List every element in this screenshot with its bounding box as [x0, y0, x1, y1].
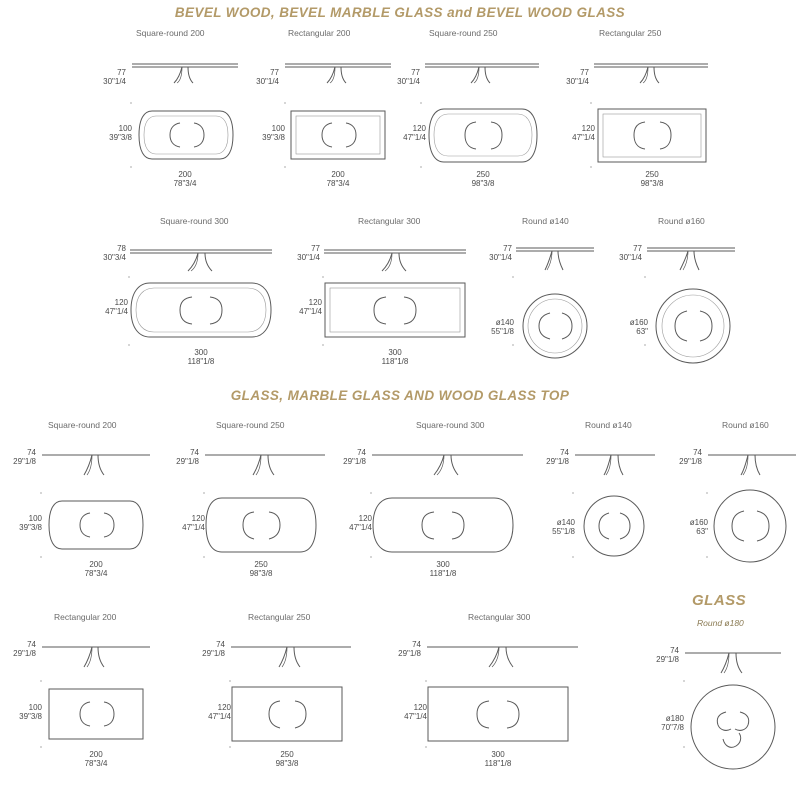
register-dot — [229, 680, 231, 682]
section-title-glass-top: GLASS, MARBLE GLASS AND WOOD GLASS TOP — [230, 388, 570, 403]
dim-width-bw-sr200: 200 78"3/4 — [173, 170, 197, 189]
dim-height-bw-sr250: 77 30"1/4 — [397, 68, 420, 87]
register-dot — [322, 344, 324, 346]
elevation-g-sr300 — [370, 434, 525, 476]
register-dot — [425, 746, 427, 748]
register-dot — [706, 556, 708, 558]
register-dot — [203, 492, 205, 494]
register-dot — [284, 166, 286, 168]
dim-height-bw-sr300: 78 30"3/4 — [103, 244, 126, 263]
dim-diameter-bw-rd160: ø160 63" — [629, 318, 648, 337]
register-dot — [40, 680, 42, 682]
dim-diameter-g-rd160: ø160 63" — [689, 518, 708, 537]
item-label-g-sr200: Square-round 200 — [48, 420, 117, 430]
register-dot — [420, 102, 422, 104]
plan-bw-r250 — [597, 108, 707, 163]
dim-height-gl-rd180: 74 29"1/8 — [656, 646, 679, 665]
dim-width-g-sr300: 300 118"1/8 — [429, 560, 457, 579]
register-dot — [370, 556, 372, 558]
plan-g-sr250 — [205, 497, 317, 553]
item-label-bw-r200: Rectangular 200 — [288, 28, 351, 38]
register-dot — [644, 344, 646, 346]
register-dot — [590, 166, 592, 168]
plan-g-r200 — [48, 688, 144, 740]
register-dot — [706, 492, 708, 494]
register-dot — [130, 166, 132, 168]
section-title-glass: GLASS — [692, 592, 747, 609]
dim-depth-bw-sr300: 120 47"1/4 — [105, 298, 128, 317]
plan-bw-r200 — [290, 110, 386, 160]
register-dot — [40, 746, 42, 748]
register-dot — [40, 492, 42, 494]
dim-depth-g-sr250: 120 47"1/4 — [182, 514, 205, 533]
elevation-g-rd160 — [706, 434, 798, 476]
dim-width-bw-sr300: 300 118"1/8 — [187, 348, 215, 367]
plan-g-r300 — [427, 686, 569, 742]
item-label-g-sr250: Square-round 250 — [216, 420, 285, 430]
dim-width-g-r300: 300 118"1/8 — [484, 750, 512, 769]
elevation-g-r250 — [229, 626, 353, 668]
dim-width-bw-r250: 250 98"3/8 — [640, 170, 664, 189]
register-dot — [683, 680, 685, 682]
elevation-g-sr250 — [203, 434, 327, 476]
register-dot — [644, 276, 646, 278]
dim-depth-g-r300: 120 47"1/4 — [404, 703, 427, 722]
plan-gl-rd180 — [690, 684, 776, 770]
elevation-bw-rd140 — [514, 232, 596, 272]
register-dot — [128, 344, 130, 346]
plan-bw-rd140 — [522, 293, 588, 359]
elevation-g-r200 — [40, 626, 152, 668]
elevation-bw-sr250 — [423, 42, 541, 84]
plan-bw-r300 — [324, 282, 466, 338]
register-dot — [683, 746, 685, 748]
register-dot — [590, 102, 592, 104]
dim-width-g-sr250: 250 98"3/8 — [249, 560, 273, 579]
register-dot — [322, 276, 324, 278]
elevation-bw-rd160 — [645, 232, 737, 272]
item-label-g-rd140: Round ø140 — [585, 420, 632, 430]
plan-bw-rd160 — [655, 288, 731, 364]
dim-depth-bw-r250: 120 47"1/4 — [572, 124, 595, 143]
elevation-g-sr200 — [40, 434, 152, 476]
register-dot — [40, 556, 42, 558]
dim-depth-bw-r300: 120 47"1/4 — [299, 298, 322, 317]
dim-diameter-gl-rd180: ø180 70"7/8 — [661, 714, 684, 733]
plan-bw-sr300 — [130, 282, 272, 338]
register-dot — [128, 276, 130, 278]
dim-height-g-r250: 74 29"1/8 — [202, 640, 225, 659]
register-dot — [284, 102, 286, 104]
item-label-g-sr300: Square-round 300 — [416, 420, 485, 430]
dim-width-g-r200: 200 78"3/4 — [84, 750, 108, 769]
dim-width-g-sr200: 200 78"3/4 — [84, 560, 108, 579]
item-label-g-rd160: Round ø160 — [722, 420, 769, 430]
dim-depth-g-sr300: 120 47"1/4 — [349, 514, 372, 533]
dim-depth-g-r250: 120 47"1/4 — [208, 703, 231, 722]
item-label-gl-rd180: Round ø180 — [697, 618, 744, 628]
dim-diameter-bw-rd140: ø140 55"1/8 — [491, 318, 514, 337]
dim-width-bw-r300: 300 118"1/8 — [381, 348, 409, 367]
item-label-g-r200: Rectangular 200 — [54, 612, 117, 622]
dim-diameter-g-rd140: ø140 55"1/8 — [552, 518, 575, 537]
plan-g-rd160 — [713, 489, 787, 563]
item-label-g-r250: Rectangular 250 — [248, 612, 311, 622]
register-dot — [512, 276, 514, 278]
register-dot — [572, 556, 574, 558]
dim-depth-g-r200: 100 39"3/8 — [19, 703, 42, 722]
elevation-gl-rd180 — [683, 632, 783, 674]
elevation-bw-sr300 — [128, 230, 274, 272]
dim-depth-bw-r200: 100 39"3/8 — [262, 124, 285, 143]
dim-height-bw-r300: 77 30"1/4 — [297, 244, 320, 263]
item-label-bw-sr300: Square-round 300 — [160, 216, 229, 226]
dim-height-bw-r250: 77 30"1/4 — [566, 68, 589, 87]
elevation-bw-r200 — [283, 42, 393, 84]
item-label-g-r300: Rectangular 300 — [468, 612, 531, 622]
dim-width-g-r250: 250 98"3/8 — [275, 750, 299, 769]
dim-height-g-r300: 74 29"1/8 — [398, 640, 421, 659]
plan-g-sr200 — [48, 500, 144, 550]
register-dot — [425, 680, 427, 682]
elevation-bw-r250 — [592, 42, 710, 84]
dim-height-g-rd140: 74 29"1/8 — [546, 448, 569, 467]
elevation-g-rd140 — [573, 434, 657, 476]
dim-width-bw-sr250: 250 98"3/8 — [471, 170, 495, 189]
register-dot — [572, 492, 574, 494]
item-label-bw-r300: Rectangular 300 — [358, 216, 421, 226]
register-dot — [229, 746, 231, 748]
dim-depth-bw-sr200: 100 39"3/8 — [109, 124, 132, 143]
register-dot — [203, 556, 205, 558]
dim-height-g-sr200: 74 29"1/8 — [13, 448, 36, 467]
item-label-bw-rd140: Round ø140 — [522, 216, 569, 226]
elevation-bw-r300 — [322, 230, 468, 272]
register-dot — [130, 102, 132, 104]
item-label-bw-sr250: Square-round 250 — [429, 28, 498, 38]
elevation-bw-sr200 — [130, 42, 240, 84]
dim-depth-g-sr200: 100 39"3/8 — [19, 514, 42, 533]
register-dot — [420, 166, 422, 168]
plan-bw-sr200 — [138, 110, 234, 160]
item-label-bw-rd160: Round ø160 — [658, 216, 705, 226]
item-label-bw-sr200: Square-round 200 — [136, 28, 205, 38]
dim-height-bw-r200: 77 30"1/4 — [256, 68, 279, 87]
dim-height-g-sr300: 74 29"1/8 — [343, 448, 366, 467]
dim-height-bw-rd160: 77 30"1/4 — [619, 244, 642, 263]
register-dot — [512, 344, 514, 346]
plan-g-r250 — [231, 686, 343, 742]
dim-depth-bw-sr250: 120 47"1/4 — [403, 124, 426, 143]
section-title-bevel: BEVEL WOOD, BEVEL MARBLE GLASS and BEVEL WOOD GLASS — [174, 5, 626, 20]
dim-height-bw-rd140: 77 30"1/4 — [489, 244, 512, 263]
dim-width-bw-r200: 200 78"3/4 — [326, 170, 350, 189]
dim-height-bw-sr200: 77 30"1/4 — [103, 68, 126, 87]
plan-g-sr300 — [372, 497, 514, 553]
register-dot — [370, 492, 372, 494]
plan-g-rd140 — [583, 495, 645, 557]
dim-height-g-r200: 74 29"1/8 — [13, 640, 36, 659]
dim-height-g-sr250: 74 29"1/8 — [176, 448, 199, 467]
dim-height-g-rd160: 74 29"1/8 — [679, 448, 702, 467]
plan-bw-sr250 — [428, 108, 538, 163]
elevation-g-r300 — [425, 626, 580, 668]
item-label-bw-r250: Rectangular 250 — [599, 28, 662, 38]
